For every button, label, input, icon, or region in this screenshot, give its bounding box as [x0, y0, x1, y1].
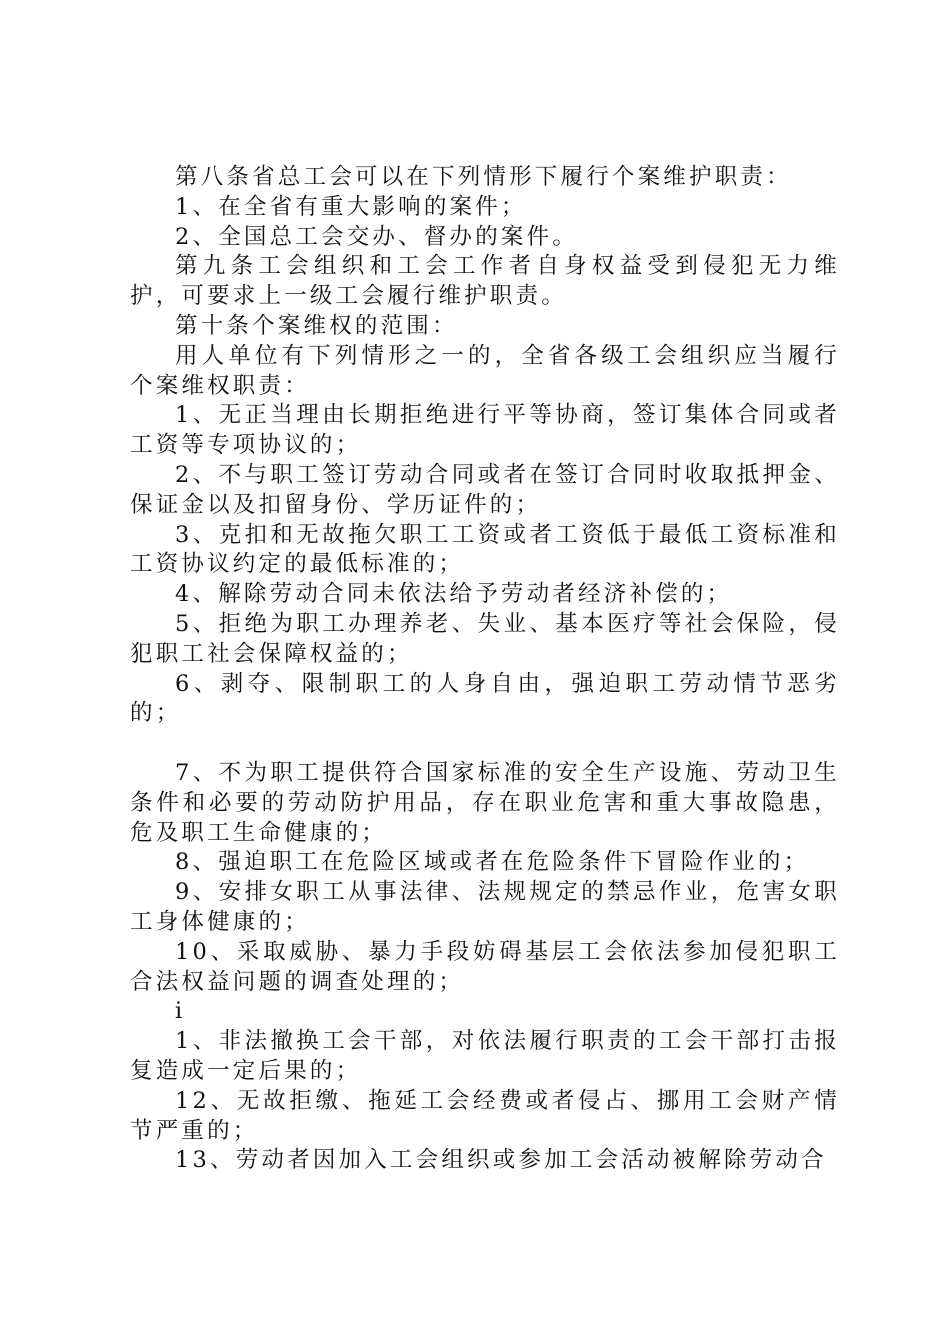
- paragraph-intro: 用人单位有下列情形之一的，全省各级工会组织应当履行个案维权职责：: [130, 342, 840, 399]
- list-item: 4、解除劳动合同未依法给予劳动者经济补偿的；: [175, 581, 733, 608]
- list-item: i: [175, 998, 186, 1025]
- list-item: 1、无正当理由长期拒绝进行平等协商，签订集体合同或者工资等专项协议的；: [130, 402, 840, 459]
- paragraph-article-8: 第八条省总工会可以在下列情形下履行个案维护职责：: [175, 164, 792, 190]
- list-item: 8、强迫职工在危险区域或者在危险条件下冒险作业的；: [175, 849, 810, 876]
- list-item: 3、克扣和无故拖欠职工工资或者工资低于最低工资标准和工资协议约定的最低标准的；: [130, 521, 840, 578]
- paragraph-article-9: 第九条工会组织和工会工作者自身权益受到侵犯无力维护，可要求上一级工会履行维护职责。: [130, 253, 840, 310]
- blank-line: [130, 729, 840, 759]
- list-item: 12、无故拒缴、拖延工会经费或者侵占、挪用工会财产情节严重的；: [130, 1087, 840, 1144]
- list-item: 13、劳动者因加入工会组织或参加工会活动被解除劳动合: [175, 1147, 827, 1174]
- list-item: 9、安排女职工从事法律、法规规定的禁忌作业，危害女职工身体健康的；: [130, 879, 840, 935]
- document-body: [130, 163, 840, 1176]
- list-item: 1、非法撤换工会干部，对依法履行职责的工会干部打击报复造成一定后果的；: [130, 1028, 840, 1084]
- list-item: 6、剥夺、限制职工的人身自由，强迫职工劳动情节恶劣的；: [130, 670, 840, 727]
- list-item: 10、采取威胁、暴力手段妨碍基层工会依法参加侵犯职工合法权益问题的调查处理的；: [130, 938, 840, 995]
- list-item: 2、不与职工签订劳动合同或者在签订合同时收取抵押金、保证金以及扣留身份、学历证件的；: [130, 461, 840, 518]
- paragraph-article-10: 第十条个案维权的范围：: [175, 312, 458, 339]
- list-item: 5、拒绝为职工办理养老、失业、基本医疗等社会保险，侵犯职工社会保障权益的；: [130, 610, 840, 667]
- list-item: 2、全国总工会交办、督办的案件。: [175, 223, 579, 250]
- list-item: 7、不为职工提供符合国家标准的安全生产设施、劳动卫生条件和必要的劳动防护用品，存在职业危害和重大事故隐患，危及职工生命健康的；: [130, 759, 840, 846]
- list-item: 1、在全省有重大影响的案件；: [175, 193, 527, 220]
